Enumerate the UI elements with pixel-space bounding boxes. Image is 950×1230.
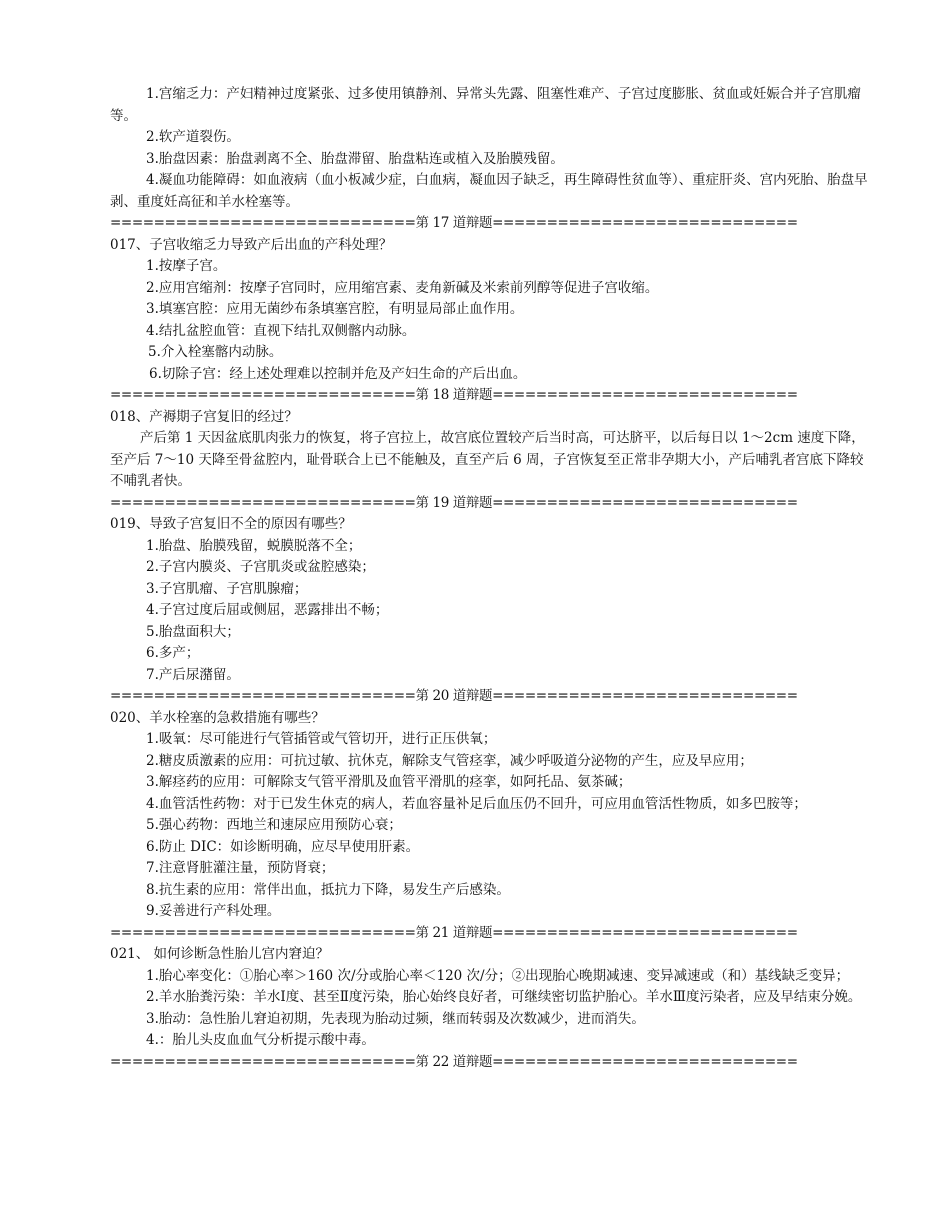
q17-item-1: 1.按摩子宫。 — [146, 258, 227, 274]
q20-item-6: 6.防止 DIC：如诊断明确，应尽早使用肝素。 — [146, 838, 420, 855]
q17-item-3: 3.填塞宫腔：应用无菌纱布条填塞宫腔，有明显局部止血作用。 — [146, 301, 524, 317]
question-19-title: 019、导致子宫复旧不全的原因有哪些？ — [110, 516, 352, 532]
question-21-title: 021、 如何诊断急性胎儿宫内窘迫？ — [110, 946, 330, 962]
separator-19: ============================第 19 道辩题============================ — [110, 494, 798, 511]
q18-paragraph: 产后第 1 天因盆底肌肉张力的恢复，将子宫拉上，故宫底位置较产后当时高，可达脐平，以后每日以 1～2cm 速度下降，至产后 7～10 天降至骨盆腔内，耻骨联合上已不能触及，直至产后 6 周，子宫恢复至正常非孕期大小，产后哺乳者宫底下降较不哺乳者快。 — [110, 430, 865, 489]
q20-item-1: 1.吸氧：尽可能进行气管插管或气管切开，进行正压供氧； — [146, 731, 497, 747]
separator-18: ============================第 18 道辩题============================ — [110, 387, 798, 403]
question-17-title: 017、子宫收缩乏力导致产后出血的产科处理？ — [110, 236, 393, 253]
q20-item-9: 9.妥善进行产科处理。 — [146, 903, 281, 919]
q19-item-2: 2.子宫内膜炎、子宫肌炎或盆腔感染； — [146, 559, 375, 575]
q17-item-4: 4.结扎盆腔血管：直视下结扎双侧髂内动脉。 — [146, 322, 416, 339]
intro-item-1: 1.宫缩乏力：产妇精神过度紧张、过多使用镇静剂、异常头先露、阻塞性难产、子宫过度膨胀、贫血或妊娠合并子宫肌瘤等。 — [110, 86, 861, 124]
q21-item-3: 3.胎动：急性胎儿窘迫初期，先表现为胎动过频，继而转弱及次数减少，进而消失。 — [146, 1010, 645, 1027]
q17-item-2: 2.应用宫缩剂：按摩子宫同时，应用缩宫素、麦角新碱及米索前列醇等促进子宫收缩。 — [146, 279, 659, 296]
intro-item-4: 4.凝血功能障碍：如血液病（血小板减少症，白血病，凝血因子缺乏，再生障碍性贫血等）、重症肝炎、宫内死胎、胎盘早剥、重度妊高征和羊水栓塞等。 — [110, 172, 868, 210]
separator-21: ============================第 21 道辩题============================ — [110, 924, 798, 941]
separator-20: ============================第 20 道辩题============================ — [110, 688, 798, 704]
q19-item-6: 6.多产； — [146, 645, 200, 661]
q20-item-8: 8.抗生素的应用：常伴出血，抵抗力下降，易发生产后感染。 — [146, 881, 510, 898]
question-18-title: 018、产褥期子宫复旧的经过？ — [110, 408, 298, 425]
separator-22: ============================第 22 道辩题============================ — [110, 1053, 798, 1070]
q20-item-4: 4.血管活性药物：对于已发生休克的病人，若血容量补足后血压仍不回升，可应用血管活性物质，如多巴胺等； — [146, 795, 807, 812]
q19-item-5: 5.胎盘面积大； — [146, 623, 240, 640]
intro-item-2: 2.软产道裂伤。 — [146, 129, 240, 145]
q20-item-5: 5.强心药物：西地兰和速尿应用预防心衰； — [146, 817, 402, 833]
q20-item-3: 3.解痉药的应用：可解除支气管平滑肌及血管平滑肌的痉挛，如阿托品、氨茶碱； — [146, 774, 632, 790]
intro-item-3: 3.胎盘因素：胎盘剥离不全、胎盘滞留、胎盘粘连或植入及胎膜残留。 — [146, 150, 564, 167]
q19-item-1: 1.胎盘、胎膜残留，蜕膜脱落不全； — [146, 537, 362, 554]
q20-item-7: 7.注意肾脏灌注量，预防肾衰； — [146, 860, 335, 876]
q21-item-2: 2.羊水胎粪污染：羊水Ⅰ度、甚至Ⅱ度污染，胎心始终良好者，可继续密切监护胎心。羊水Ⅲ度污染者，应及早结束分娩。 — [146, 989, 862, 1005]
question-20-title: 020、羊水栓塞的急救措施有哪些？ — [110, 709, 325, 726]
q20-item-2: 2.糖皮质激素的应用：可抗过敏、抗休克，解除支气管痉挛，减少呼吸道分泌物的产生，应及早应用； — [146, 752, 753, 769]
q21-item-4: 4.：胎儿头皮血血气分析提示酸中毒。 — [146, 1032, 375, 1048]
q19-item-7: 7.产后尿潴留。 — [146, 666, 240, 683]
q19-item-4: 4.子宫过度后屈或侧屈，恶露排出不畅； — [146, 602, 389, 618]
separator-17: ============================第 17 道辩题============================ — [110, 215, 798, 231]
q17-item-6: 6.切除子宫：经上述处理难以控制并危及产妇生命的产后出血。 — [149, 365, 527, 382]
q19-item-3: 3.子宫肌瘤、子宫肌腺瘤； — [146, 580, 308, 597]
q21-item-1: 1.胎心率变化：①胎心率＞160 次/分或胎心率＜120 次/分；②出现胎心晚期减速、变异减速或（和）基线缺乏变异； — [146, 967, 850, 984]
document-page — [110, 84, 870, 1073]
q17-item-5: 5.介入栓塞髂内动脉。 — [148, 344, 283, 360]
